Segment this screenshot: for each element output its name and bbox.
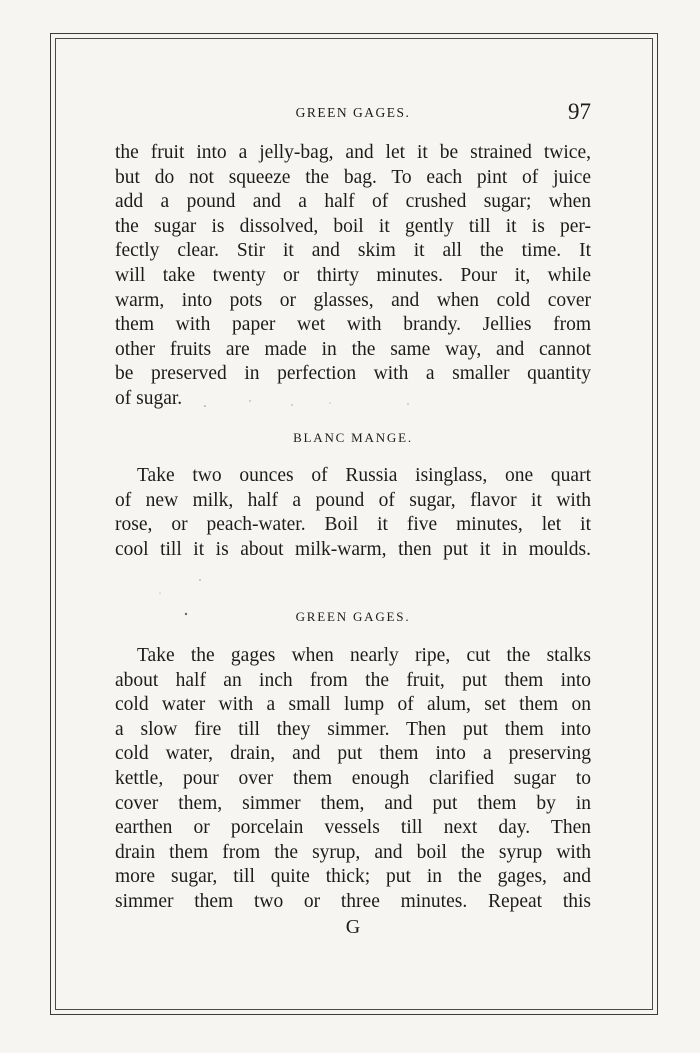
text-line: a slow fire till they simmer. Then put them into	[115, 718, 591, 740]
text-line: more sugar, till quite thick; put in the gages, and	[115, 866, 591, 888]
text-line: the sugar is dissolved, boil it gently till it is per-	[115, 215, 591, 237]
text-line: Take two ounces of Russia isinglass, one quart	[137, 465, 591, 486]
text-line: cold water, drain, and put them into a preserving	[115, 743, 591, 765]
running-head	[115, 101, 591, 129]
text-line: kettle, pour over them enough clarified sugar to	[115, 767, 591, 789]
text-line: add a pound and a half of crushed sugar; when	[115, 191, 591, 213]
text-line: the fruit into a jelly-bag, and let it be strained twice,	[115, 142, 591, 163]
text-line: fectly clear. Stir it and skim it all the time. It	[115, 240, 591, 262]
text-line: of sugar.	[115, 387, 183, 409]
text-line: drain them from the syrup, and boil the syrup with	[115, 841, 591, 863]
section-heading-green-gages: GREEN GAGES.	[295, 609, 411, 624]
text-line: but do not squeeze the bag. To each pint of juice	[115, 166, 591, 188]
text-line: about half an inch from the fruit, put them into	[115, 669, 591, 691]
page-number: 97	[568, 99, 591, 124]
running-head-title: GREEN GAGES.	[295, 105, 411, 120]
text-line: of new milk, half a pound of sugar, flavor it with	[115, 489, 591, 511]
text-line: them with paper wet with brandy. Jellies from	[115, 314, 591, 336]
signature-mark: G	[345, 916, 361, 938]
section-heading-blanc-mange: BLANC MANGE.	[293, 430, 413, 445]
text-line: cover them, simmer them, and put them by in	[115, 792, 591, 814]
green-gages-paragraph	[115, 644, 591, 915]
text-line: earthen or porcelain vessels till next day. Then	[115, 817, 591, 839]
text-line: will take twenty or thirty minutes. Pour it, while	[115, 264, 591, 286]
text-line: warm, into pots or glasses, and when cold cover	[115, 289, 591, 311]
text-line: cold water with a small lump of alum, set them on	[115, 694, 591, 716]
blanc-mange-paragraph	[115, 464, 591, 562]
continuation-paragraph	[115, 141, 591, 412]
text-line: Take the gages when nearly ripe, cut the stalks	[137, 645, 591, 666]
text-line: cool till it is about milk-warm, then put it in moulds.	[115, 538, 591, 560]
text-line: rose, or peach-water. Boil it five minutes, let it	[115, 514, 591, 536]
text-line: other fruits are made in the same way, and cannot	[115, 338, 591, 360]
text-line: be preserved in perfection with a smaller quantity	[115, 363, 591, 385]
text-line: simmer them two or three minutes. Repeat this	[115, 890, 591, 912]
